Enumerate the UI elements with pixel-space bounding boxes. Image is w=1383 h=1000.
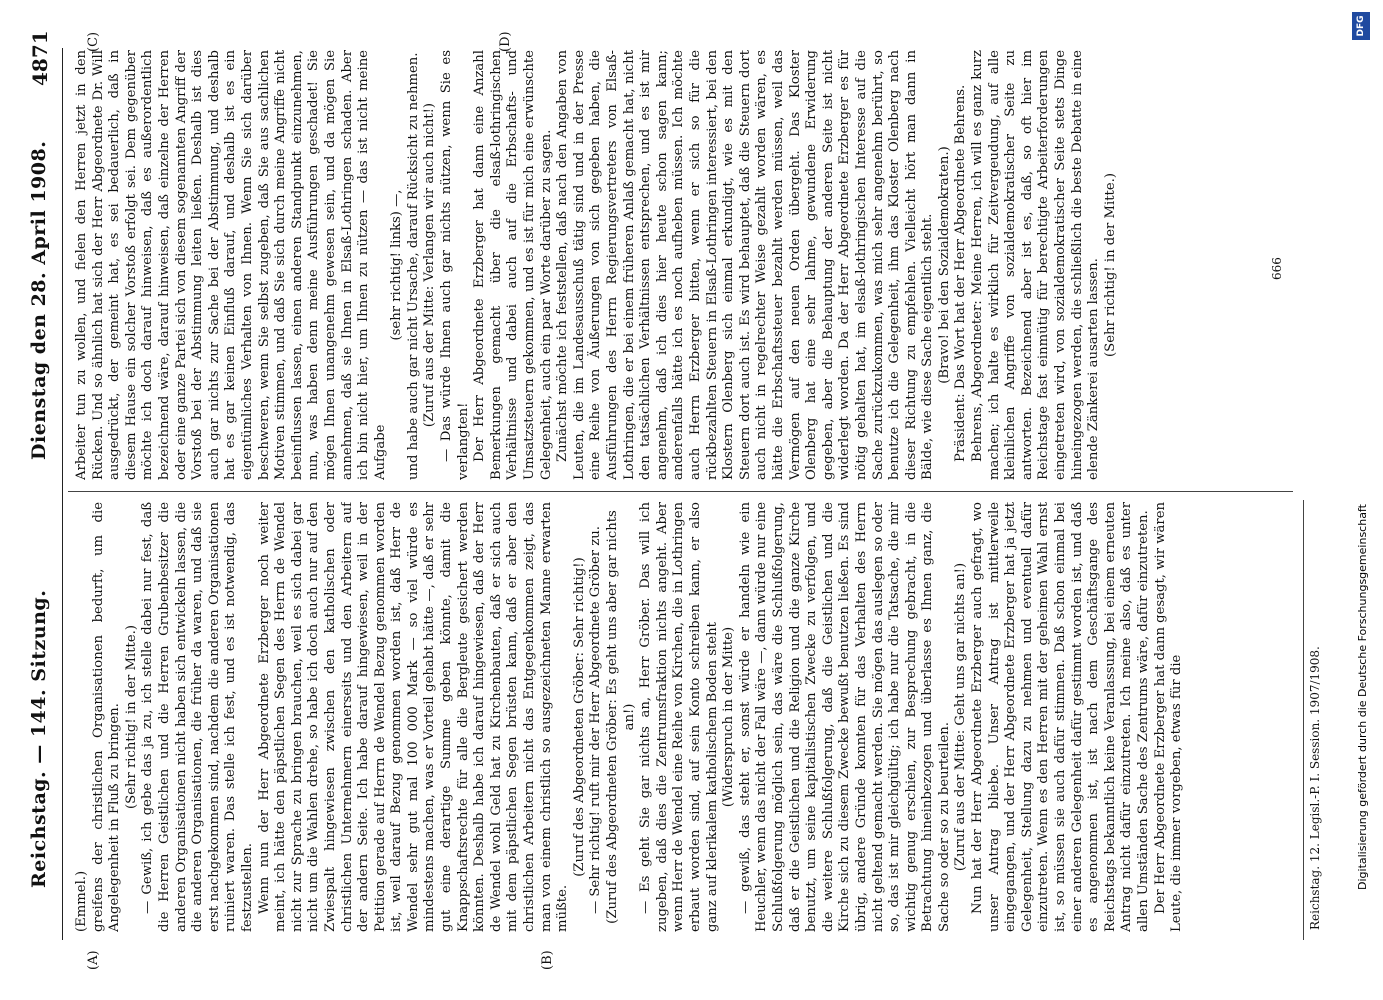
footer-rule: [1303, 500, 1304, 940]
interjection: (Zuruf aus der Mitte: Verlangen wir auch nicht!): [422, 102, 438, 428]
interjection: (Bravo! bei den Sozialdemokraten.): [936, 146, 952, 384]
margin-mark-b: (B): [540, 950, 555, 970]
paragraph: — Sehr richtig! ruft mir der Herr Abgeordnete Gröber zu.: [588, 526, 604, 914]
paragraph: Zunächst möchte ich feststellen, daß nach den Angaben von Leuten, die im Landesausschuß tätig sind und in der Presse eine Reihe von Äußerungen von sich gegeben haben, die Ausführungen des Herrn Regierungsvertreters von Elsaß-Lothringen, die er bei einem früheren Anlaß gemacht hat, nicht den tatsächlichen Verhältnissen entsprechen, und es ist mir angenehm, daß ich dies hier heute schon sagen kann; anderenfalls hätte ich es noch aufheben müssen. Ich möchte auch Herrn Erzberger bitten, wenn er sich so für die rückbezahlten Steuern in Elsaß-Lothringen interessiert, bei den Klostern Olenberg sich einmal erkundigt, wie es mit den Steuern dort auch ist. Es wird behauptet, daß die Steuern dort auch nicht in regelrechter Weise gezahlt worden wären, es hätte die Erbschaftssteuer bezahlt werden müssen, weil das Vermögen auf den neuen Orden übergeht. Das Kloster Olenberg hat eine sehr lahme, gewundene Erwiderung gegeben, aber die Behauptung der anderen Seite ist nicht widerlegt worden. Da der Herr Abgeordnete Erzberger es für nötig gehalten hat, im elsaß-lothringischen Interesse auf die Sache zurückzukommen, was mich sehr angenehm berührt, so benutze ich die Gelegenheit, ihm das Kloster Olenberg nach dieser Richtung zu empfehlen. Vielleicht hört man dann in Bälde, wie diese Sache eigentlich steht.: [555, 50, 936, 480]
session-footer: Reichstag. 12. Legisl.-P. I. Session. 1907/1908.: [1308, 646, 1322, 930]
paragraph: Behrens, Abgeordneter: Meine Herren, ich will es ganz kurz machen; ich halte es wirklich für Zeitvergeudung, auf alle kleinlichen Angriffe von sozialdemokratischer Seite zu antworten. Bezeichnend aber ist es, daß, so oft hier im Reichstage fast einmütig für berechtigte Arbeiterforderungen eingetreten wird, von sozialdemokratischer Seite stets Dinge hineingezogen werden, die schließlich die beste Debatte in eine elende Zänkerei ausarten lassen.: [970, 50, 1102, 480]
margin-mark-d: (D): [498, 31, 513, 52]
interjection: (Zuruf des Abgeordneten Gröber: Sehr richtig!): [571, 557, 587, 877]
paragraph: Der Herr Abgeordnete Erzberger hat dann gesagt, wir wären Leute, die immer vorgeben, etwas für die: [1152, 502, 1185, 932]
header-date: Dienstag den 28. April 1908.: [28, 140, 50, 460]
digitization-note: Digitalisierung gefördert durch die Deutsche Forschungsgemeinschaft: [1356, 504, 1369, 890]
interjection: (sehr richtig! links) —,: [389, 189, 405, 341]
paragraph: Der Herr Abgeordnete Erzberger hat dann eine Anzahl Bemerkungen gemacht über die elsaß-lothringischen Verhältnisse und dabei auch auf die Erbschafts- und Umsatzsteuern gekommen, und es ist für mich eine erwünschte Gelegenheit, auch ein paar Worte darüber zu sagen.: [472, 50, 554, 480]
interjection: (Zuruf des Abgeordneten Gröber: Es geht uns aber gar nichts an!): [605, 510, 637, 924]
signature-mark: 666: [1270, 257, 1284, 280]
paragraph: Präsident: Das Wort hat der Herr Abgeordnete Behrens.: [953, 84, 969, 462]
paragraph: — Das würde Ihnen auch gar nichts nützen, wenn Sie es verlangten!: [439, 50, 471, 480]
right-column: [74, 50, 1296, 480]
paragraph: Wenn nun der Herr Abgeordnete Erzberger noch weiter meint, ich hätte den päpstlichen Segen des Herrn de Wendel nicht zur Sprache zu bringen brauchen, weil es sich dabei gar nicht um die Wahlen drehe, so habe ich doch auch nur auf den Zwiespalt hingewiesen zwischen den katholischen oder christlichen Unternehmern einerseits und den Arbeitern auf der andern Seite. Ich habe darauf hingewiesen, weil in der Petition gerade auf Herrn de Wendel Bezug genommen worden ist, weil darauf Bezug genommen worden ist, daß Herr de Wendel sehr gut mal 100 000 Mark — so viel würde es mindestens machen, was er Vorteil gehabt hätte —, daß er sehr gut eine derartige Summe geben könnte, damit die Knappschaftsrechte für alle die Bergleute gesichert werden könnten. Deshalb habe ich darauf hingewiesen, daß der Herr de Wendel wohl Geld hat zu Kirchenbauten, daß er sich auch mit dem päpstlichen Segen brüsten kann, daß er aber den christlichen Arbeitern nicht das Entgegenkommen zeigt, das man von einem christlich so ausgezeichneten Manne erwarten müßte.: [256, 502, 571, 932]
interjection: (Widerspruch in der Mitte): [721, 626, 737, 808]
interjection: (Sehr richtig! in der Mitte.): [123, 625, 139, 809]
interjection: (Zuruf aus der Mitte: Geht uns gar nichts an!): [953, 562, 969, 872]
header-title: Reichstag. — 144. Sitzung.: [28, 589, 50, 888]
interjection: (Sehr richtig! in der Mitte.): [1102, 173, 1118, 357]
paragraph: — Gewiß, ich gebe das ja zu, ich stelle dabei nur fest, daß die Herren Geistlichen und die Herren Grubenbesitzer die anderen Organisationen nicht haben sich entwickeln lassen, die die anderen Organisationen, die früher da waren, und daß sie erst nachgekommen sind, nachdem die anderen Organisationen ruiniert waren. Das stelle ich fest, und es ist notwendig, das festzustellen.: [140, 502, 255, 932]
speaker-note: (Emmel.): [74, 870, 89, 932]
paragraph: Nun hat der Herr Abgeordnete Erzberger auch gefragt, wo unser Antrag bliebe. Unser Antrag ist mittlerweile eingegangen, und der Herr Abgeordnete Erzberger hat ja jetzt Gelegenheit, Stellung dazu zu nehmen und eventuell dafür einzutreten. Wenn es den Herren mit der geheimen Wahl ernst ist, so müssen sie auch dafür stimmen. Daß schon einmal bei einer anderen Gelegenheit dafür gestimmt worden ist, und daß es angenommen ist, ist nach dem Geschäftsgange des Reichstags bekanntlich keine Veranlassung, bei einem erneuten Antrag nicht dafür einzutreten. Ich meine also, daß es unter allen Umständen Sache des Zentrums wäre, dafür einzutreten.: [970, 502, 1151, 932]
dfg-logo: DFG: [1352, 12, 1370, 40]
paragraph: — gewiß, das steht er, sonst würde er handeln wie ein Heuchler, wenn das nicht der Fall wäre —, dann würde nur eine Schlußfolgerung möglich sein, das wäre die Schlußfolgerung, daß er die Geistlichen und die Religion und die ganze Kirche benutzt, um seine kapitalistischen Zwecke zu verfolgen, und die weitere Schlußfolgerung, daß die Geistlichen und die Kirche sich zu diesem Zwecke bewußt benutzen ließen. Es sind übrig, andere Gründe konnten für das Verhalten des Herrn nicht geltend gemacht werden. Sie mögen das auslegen so oder so, das ist mir gleichgültig; ich habe nur die Tatsache, die mir wichtig genug erschien, zur Besprechung gebracht, in die Betrachtung hineinbezogen und überlasse es Ihnen ganz, die Sache so oder so zu beurteilen.: [737, 502, 952, 932]
left-column: [74, 502, 1296, 932]
column-divider: [68, 491, 1293, 492]
paragraph: greifens der christlichen Organisationen bedurft, um die Angelegenheit in Fluß zu bringen.: [90, 502, 123, 932]
header-rule: [62, 48, 63, 940]
page-number: 4871: [28, 30, 52, 86]
paragraph: und habe auch gar nicht Ursache, darauf Rücksicht zu nehmen.: [405, 52, 421, 480]
paragraph: Arbeiter tun zu wollen, und fielen den Herren jetzt in den Rücken. Und so ähnlich hat sich der Herr Abgeordnete Dr. Will ausgedrückt, der gemeint hat, es sei bedauerlich, daß in diesem Hause ein solcher Vorstoß erfolgt sei. Dem gegenüber möchte ich doch darauf hinweisen, daß es außerordentlich bezeichnend wäre, darauf hinweisen, daß einzelne der Herren oder eine ganze Partei sich von diesem sogenannten Angriff der Vorstoß bei der Abstimmung leiten ließen. Deshalb ist dies auch gar nichts zur Sache bei der Abstimmung, und deshalb hat es gar keinen Einfluß darauf, und deshalb ist es ein eigentümliches Verhalten von Ihnen. Wenn Sie sich darüber beschweren, wenn Sie selbst zugeben, daß Sie aus sachlichen Motiven stimmen, und daß Sie sich durch meine Angriffe nicht beeinflussen lassen, einen anderen Standpunkt einzunehmen, nun, was haben denn meine Ausführungen geschadet! Sie mögen Ihnen unangenehm gewesen sein, und da mögen Sie annehmen, daß sie Ihnen in Elsaß-Lothringen schaden. Aber ich bin nicht hier, um Ihnen zu nützen — das ist nicht meine Aufgabe: [74, 50, 388, 480]
paragraph: — Es geht Sie gar nichts an, Herr Gröber. Das will ich zugeben, daß dies die Zentrumsfraktion nichts angeht. Aber wenn Herr de Wendel eine Reihe von Kirchen, die in Lothringen erbaut worden sind, auf sein Konto schreiben kann, er also ganz auf klerikalem katholischem Boden steht: [638, 502, 720, 932]
margin-mark-a: (A): [86, 950, 101, 970]
margin-mark-c: (C): [86, 31, 101, 52]
